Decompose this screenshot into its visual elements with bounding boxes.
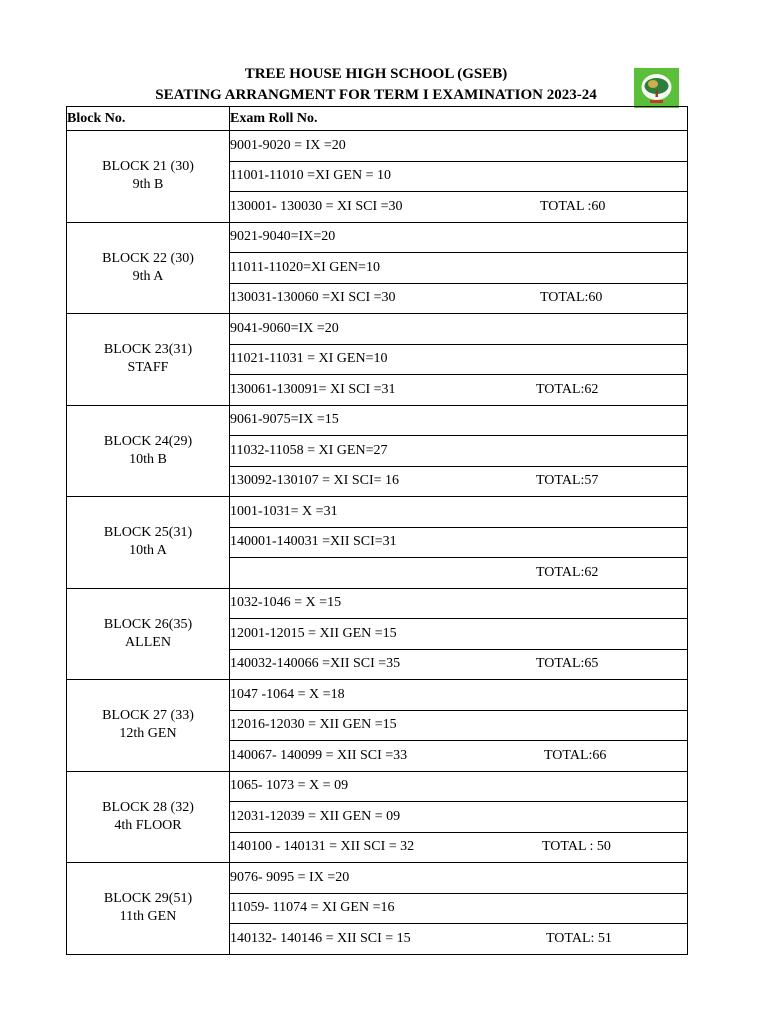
school-title: TREE HOUSE HIGH SCHOOL (GSEB) — [244, 66, 508, 82]
roll-range-text: 9001-9020 = IX =20 — [230, 137, 346, 153]
table-row — [67, 771, 688, 802]
roll-range-text: 140067- 140099 = XII SCI =33 — [230, 747, 408, 763]
roll-range-cell — [230, 588, 688, 619]
roll-range-text: 1047 -1064 = X =18 — [230, 686, 345, 702]
roll-range-cell — [230, 832, 688, 863]
block-cell — [67, 588, 230, 680]
block-room: 11th GEN — [119, 909, 177, 925]
roll-range-text: 12001-12015 = XII GEN =15 — [230, 625, 397, 641]
roll-range-text: 11021-11031 = XI GEN=10 — [230, 351, 388, 367]
block-room: 12th GEN — [119, 726, 177, 742]
roll-range-text: 130031-130060 =XI SCI =30 — [230, 290, 396, 306]
block-total: TOTAL:62 — [536, 564, 599, 580]
roll-range-text: 130092-130107 = XI SCI= 16 — [230, 473, 400, 489]
block-total: TOTAL: 51 — [546, 930, 612, 946]
block-name: BLOCK 21 (30) — [102, 159, 194, 175]
block-total: TOTAL:57 — [536, 473, 599, 489]
roll-range-text: 11032-11058 = XI GEN=27 — [230, 442, 388, 458]
table-row — [67, 222, 688, 253]
roll-range-cell — [230, 558, 688, 589]
roll-range-text: 140100 - 140131 = XII SCI = 32 — [230, 839, 415, 855]
roll-range-text: 9041-9060=IX =20 — [230, 320, 339, 336]
block-cell — [67, 497, 230, 589]
exam-subtitle: SEATING ARRANGMENT FOR TERM I EXAMINATION 2023-24 — [155, 87, 597, 103]
table-row — [67, 863, 688, 894]
block-name: BLOCK 24(29) — [103, 433, 193, 449]
roll-range-cell — [230, 405, 688, 436]
roll-range-cell — [230, 771, 688, 802]
roll-range-text: 11011-11020=XI GEN=10 — [230, 259, 380, 275]
block-total: TOTAL :60 — [540, 198, 606, 214]
roll-range-cell — [230, 314, 688, 345]
block-name: BLOCK 27 (33) — [102, 708, 194, 724]
block-total: TOTAL:62 — [536, 381, 599, 397]
roll-range-text: 140032-140066 =XII SCI =35 — [230, 656, 401, 672]
roll-range-cell — [230, 741, 688, 772]
block-room: 9th B — [132, 177, 164, 193]
roll-range-cell — [230, 131, 688, 162]
roll-range-cell — [230, 527, 688, 558]
roll-range-cell — [230, 710, 688, 741]
roll-range-cell — [230, 466, 688, 497]
roll-range-cell — [230, 283, 688, 314]
roll-range-cell — [230, 497, 688, 528]
block-total: TOTAL:65 — [536, 656, 599, 672]
block-room: 10th B — [129, 451, 167, 467]
block-cell — [67, 863, 230, 955]
roll-range-text: 130061-130091= XI SCI =31 — [230, 381, 396, 397]
block-cell — [67, 771, 230, 863]
table-row — [67, 131, 688, 162]
roll-range-cell — [230, 863, 688, 894]
table-row — [67, 405, 688, 436]
roll-range-cell — [230, 436, 688, 467]
block-cell — [67, 131, 230, 223]
block-cell — [67, 222, 230, 314]
roll-range-cell — [230, 924, 688, 955]
roll-range-text: 12016-12030 = XII GEN =15 — [230, 717, 397, 733]
block-name: BLOCK 28 (32) — [102, 799, 194, 815]
roll-range-text: 140132- 140146 = XII SCI = 15 — [230, 930, 411, 946]
seating-table — [66, 106, 688, 955]
roll-range-text: 9076- 9095 = IX =20 — [230, 869, 350, 885]
block-cell — [67, 405, 230, 497]
block-room: ALLEN — [125, 634, 171, 650]
roll-range-text: 140001-140031 =XII SCI=31 — [230, 534, 397, 550]
roll-range-cell — [230, 253, 688, 284]
roll-range-cell — [230, 375, 688, 406]
roll-range-cell — [230, 893, 688, 924]
roll-range-cell — [230, 649, 688, 680]
block-room: 4th FLOOR — [114, 817, 182, 833]
block-room: 9th A — [132, 268, 164, 284]
roll-range-text: 12031-12039 = XII GEN = 09 — [230, 808, 401, 824]
roll-range-text: 11059- 11074 = XI GEN =16 — [230, 900, 395, 916]
block-cell — [67, 680, 230, 772]
block-total: TOTAL : 50 — [542, 839, 611, 855]
roll-range-text: 11001-11010 =XI GEN = 10 — [230, 168, 391, 184]
block-name: BLOCK 25(31) — [103, 525, 193, 541]
roll-range-text: 130001- 130030 = XI SCI =30 — [230, 198, 403, 214]
table-row — [67, 314, 688, 345]
roll-range-cell — [230, 802, 688, 833]
roll-range-cell — [230, 619, 688, 650]
roll-range-cell — [230, 192, 688, 223]
roll-range-text: 9061-9075=IX =15 — [230, 412, 339, 428]
block-name: BLOCK 29(51) — [103, 891, 193, 907]
table-row — [67, 680, 688, 711]
table-row — [67, 588, 688, 619]
table-row — [67, 497, 688, 528]
roll-range-cell — [230, 680, 688, 711]
roll-range-text: 9021-9040=IX=20 — [230, 229, 336, 245]
roll-range-cell — [230, 161, 688, 192]
block-total: TOTAL:60 — [540, 290, 603, 306]
block-no-header: Block No. — [67, 107, 230, 131]
school-logo-icon — [634, 68, 679, 108]
block-name: BLOCK 23(31) — [103, 342, 193, 358]
roll-range-text: 1032-1046 = X =15 — [230, 595, 342, 611]
block-name: BLOCK 26(35) — [103, 616, 193, 632]
block-room: 10th A — [129, 543, 167, 559]
roll-range-text: 1001-1031= X =31 — [230, 503, 338, 519]
block-name: BLOCK 22 (30) — [102, 250, 194, 266]
block-total: TOTAL:66 — [544, 747, 607, 763]
exam-roll-no-header: Exam Roll No. — [230, 107, 688, 131]
block-room: STAFF — [127, 360, 169, 376]
roll-range-cell — [230, 222, 688, 253]
roll-range-cell — [230, 344, 688, 375]
block-cell — [67, 314, 230, 406]
table-header-row — [67, 107, 688, 131]
roll-range-text: 1065- 1073 = X = 09 — [230, 778, 349, 794]
